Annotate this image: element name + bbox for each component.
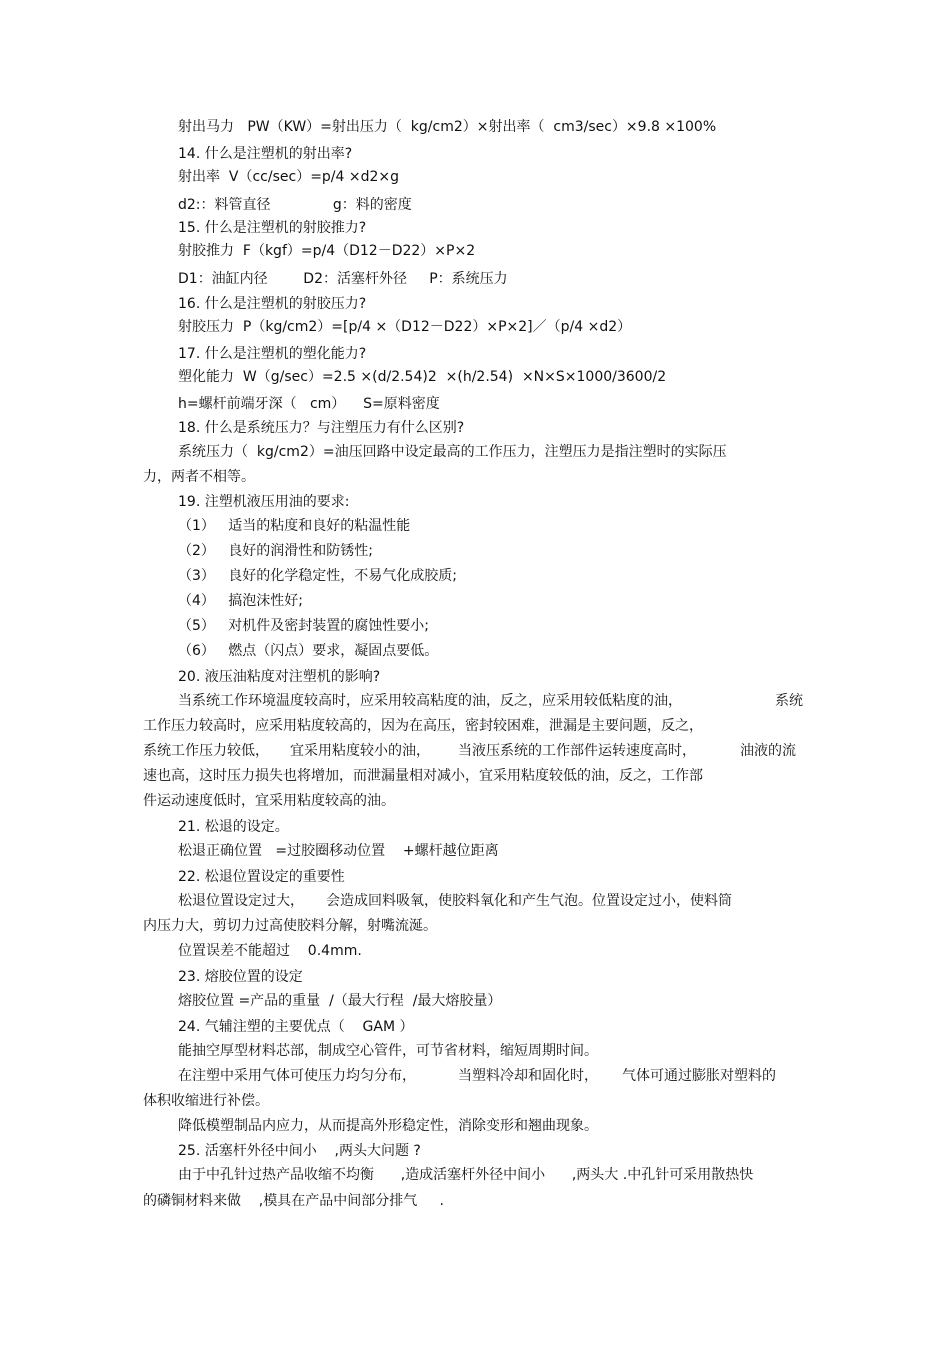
text-line: （3） 良好的化学稳定性，不易气化成胶质;	[178, 568, 457, 584]
text-line: （6） 燃点（闪点）要求，凝固点要低。	[178, 643, 439, 659]
text-line: 14. 什么是注塑机的射出率?	[178, 146, 353, 162]
text-line: 15. 什么是注塑机的射胶推力?	[178, 220, 367, 236]
text-line: 件运动速度低时，宜采用粘度较高的油。	[143, 793, 395, 809]
text-line: 18. 什么是系统压力？与注塑压力有什么区别?	[178, 420, 465, 436]
text-line: 系统工作压力较低，	[143, 743, 269, 759]
text-line: 能抽空厚型材料芯部，制成空心管件，可节省材料，缩短周期时间。	[178, 1043, 598, 1059]
text-line: 22. 松退位置设定的重要性	[178, 869, 345, 885]
text-line: d2:：料管直径 g：料的密度	[178, 197, 412, 213]
text-line: 油液的流	[740, 743, 796, 759]
text-line: 当塑料冷却和固化时，	[458, 1068, 598, 1084]
text-line: 射胶推力 F（kgf）=p/4（D12－D22）×P×2	[178, 243, 476, 259]
text-line: 力，两者不相等。	[143, 469, 255, 485]
text-line: 23. 熔胶位置的设定	[178, 969, 303, 985]
text-line: 气体可通过膨胀对塑料的	[622, 1068, 776, 1084]
text-line: 塑化能力 W（g/sec）=2.5 ×(d/2.54)2 ×(h/2.54) ×N×S×1000/3600/2	[178, 369, 667, 385]
text-line: 松退正确位置 =过胶圈移动位置 +螺杆越位距离	[178, 843, 499, 859]
text-line: 松退位置设定过大，	[178, 893, 304, 909]
text-line: 19. 注塑机液压用油的要求:	[178, 494, 350, 510]
text-line: 射胶压力 P（kg/cm2）=[p/4 ×（D12－D22）×P×2]／（p/4 ×d2）	[178, 319, 632, 335]
text-line: 20. 液压油粘度对注塑机的影响?	[178, 669, 381, 685]
text-line: 工作压力较高时，应采用粘度较高的，因为在高压，密封较困难，泄漏是主要问题，反之，	[143, 718, 703, 734]
text-line: 熔胶位置 =产品的重量 /（最大行程 /最大熔胶量）	[178, 993, 502, 1009]
text-line: 射出率 V（cc/sec）=p/4 ×d2×g	[178, 169, 400, 185]
text-line: （4） 搞泡沫性好;	[178, 593, 303, 609]
text-line: D1：油缸内径 D2：活塞杆外径 P：系统压力	[178, 271, 508, 287]
text-line: 16. 什么是注塑机的射胶压力?	[178, 296, 367, 312]
text-line: h=螺杆前端牙深（ cm） S=原料密度	[178, 396, 440, 412]
text-line: （5） 对机件及密封装置的腐蚀性要小;	[178, 618, 429, 634]
text-line: 速也高，这时压力损失也将增加，而泄漏量相对减小，宜采用粘度较低的油，反之，工作部	[143, 768, 703, 784]
text-line: 降低模塑制品内应力，从而提高外形稳定性，消除变形和翘曲现象。	[178, 1118, 598, 1134]
text-line: 的磷铜材料来做 ,模具在产品中间部分排气 .	[143, 1193, 444, 1209]
text-line: 系统	[775, 693, 803, 709]
text-line: 宜采用粘度较小的油，	[290, 743, 430, 759]
text-line: 由于中孔针过热产品收缩不均衡 ,造成活塞杆外径中间小 ,两头大 .中孔针可采用散热快	[178, 1167, 754, 1183]
text-line: 射出马力 PW（KW）=射出压力（ kg/cm2）×射出率（ cm3/sec）×9.8 ×100%	[178, 119, 717, 135]
text-line: 系统压力（ kg/cm2）=油压回路中设定最高的工作压力，注塑压力是指注塑时的实际压	[178, 444, 727, 460]
text-line: 位置误差不能超过 0.4mm.	[178, 943, 362, 959]
text-line: 会造成回料吸氧，使胶料氧化和产生气泡。位置设定过小，使料筒	[326, 893, 732, 909]
text-line: 21. 松退的设定。	[178, 819, 289, 835]
text-line: 内压力大，剪切力过高使胶料分解，射嘴流涎。	[143, 918, 437, 934]
text-line: 当液压系统的工作部件运转速度高时，	[458, 743, 696, 759]
text-line: 17. 什么是注塑机的塑化能力?	[178, 346, 367, 362]
text-line: 体积收缩进行补偿。	[143, 1093, 269, 1109]
text-line: 在注塑中采用气体可使压力均匀分布，	[178, 1068, 416, 1084]
text-line: （2） 良好的润滑性和防锈性;	[178, 543, 373, 559]
text-line: 24. 气辅注塑的主要优点（ GAM ）	[178, 1019, 414, 1035]
text-line: （1） 适当的粘度和良好的粘温性能	[178, 518, 411, 534]
text-line: 25. 活塞杆外径中间小 ,两头大问题 ?	[178, 1143, 421, 1159]
text-line: 当系统工作环境温度较高时，应采用较高粘度的油，反之，应采用较低粘度的油，	[178, 693, 682, 709]
